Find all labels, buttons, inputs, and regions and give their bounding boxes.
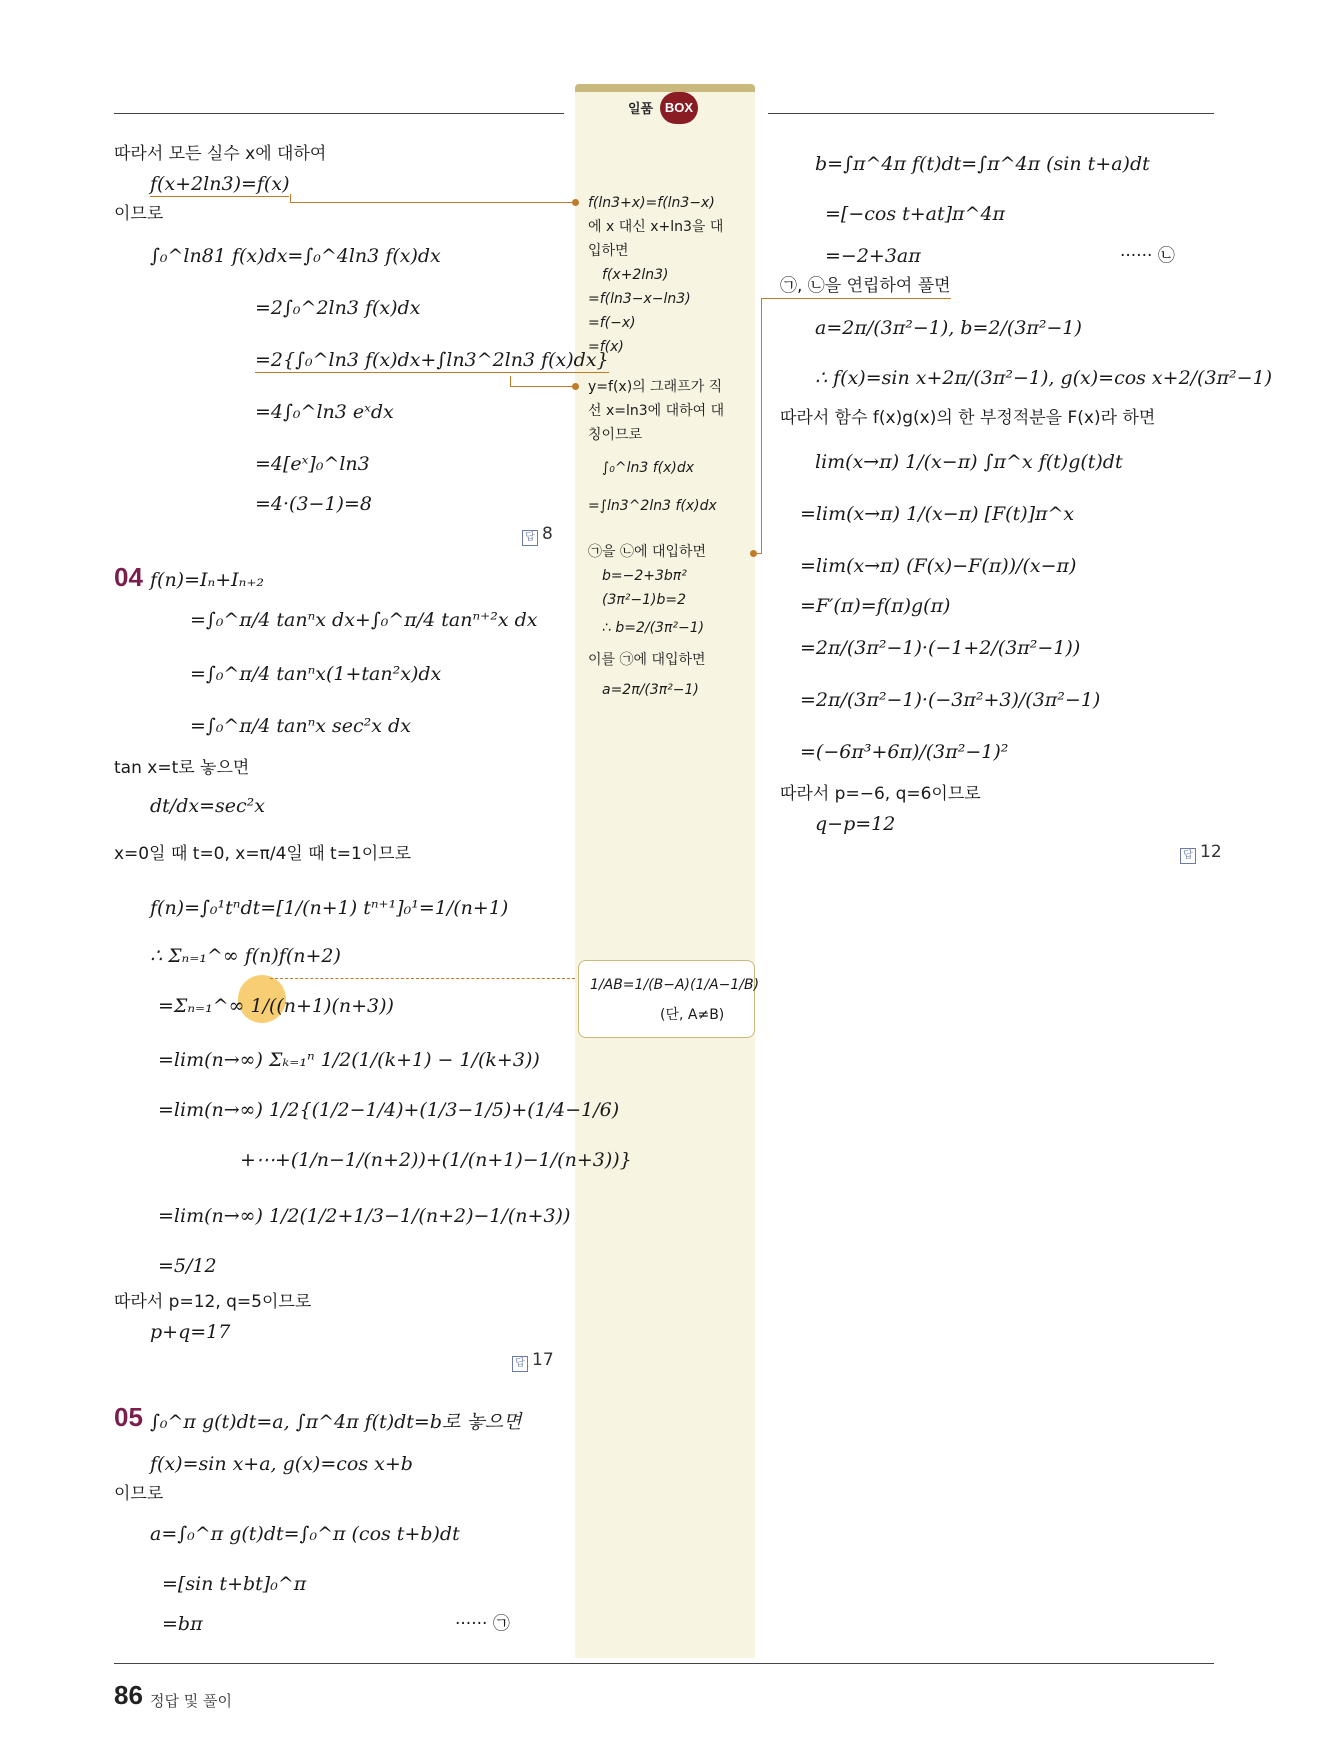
integral-line-5: =4[eˣ]₀^ln3 [255,453,370,475]
box-title: 일품 [628,102,654,117]
note2-line-1: y=f(x)의 그래프가 직 [588,379,723,395]
answer-12: 답 12 [1180,842,1222,864]
pq-text: 따라서 p=−6, q=6이므로 [780,784,981,804]
answer-17: 답 17 [512,1350,554,1372]
box-badge: BOX [660,92,698,124]
p04-line-4: =∫₀^π/4 tanⁿx sec²x dx [190,715,411,737]
problem-04-number: 04 [114,562,143,592]
limit-line-7: =(−6π³+6π)/(3π²−1)² [800,741,1009,763]
footer-label: 정답 및 풀이 [150,1692,232,1710]
integral-line-6: =4·(3−1)=8 [255,493,372,515]
answer-8: 답 8 [522,524,553,546]
limit-line-5: =2π/(3π²−1)·(−1+2/(3π²−1)) [800,637,1081,659]
connector-2-dot [572,383,579,390]
limit-line-6: =2π/(3π²−1)·(−3π²+3)/(3π²−1) [800,689,1101,711]
note1-line-7: =f(x) [588,339,624,355]
integral-line-2: =2∫₀^2ln3 f(x)dx [255,297,421,319]
side-note-column-cap [575,84,755,92]
p05-line-2: f(x)=sin x+a, g(x)=cos x+b [150,1453,413,1475]
connector-2 [510,386,575,387]
right-line-3: =−2+3aπ [825,245,921,267]
connector-1-dot [572,199,579,206]
qp-text: q−p=12 [815,813,896,835]
note3-line-3: (3π²−1)b=2 [602,592,687,608]
header-rule-right [768,113,1214,114]
p04-line-3: =∫₀^π/4 tanⁿx(1+tan²x)dx [190,663,442,685]
hint-box [578,960,755,1038]
sum-line-2: =Σₙ₌₁^∞ 1/((n+1)(n+3)) [158,995,394,1017]
answer-icon: 답 [522,530,538,546]
note3-line-2: b=−2+3bπ² [602,568,687,584]
p05-line-4: a=∫₀^π g(t)dt=∫₀^π (cos t+b)dt [150,1523,460,1545]
note3-line-1: ㉠을 ㉡에 대입하면 [588,544,707,560]
conclusion-1: 따라서 p=12, q=5이므로 [114,1292,312,1312]
ab-values: a=2π/(3π²−1), b=2/(3π²−1) [815,317,1082,339]
answer-icon: 답 [1180,848,1196,864]
right-line-2: =[−cos t+at]π^4π [825,203,1006,225]
note2-line-5: =∫ln3^2ln3 f(x)dx [588,498,717,514]
note2-line-3: 칭이므로 [588,427,643,443]
limit-line-4: =F′(π)=f(π)g(π) [800,595,951,617]
sub-text-1: tan x=t로 놓으면 [114,758,250,778]
conclusion-2: p+q=17 [150,1321,231,1343]
page-number: 86 [114,1680,143,1710]
limit-line-3: =lim(x→π) (F(x)−F(π))/(x−π) [800,555,1077,577]
p05-line-5: =[sin t+bt]₀^π [162,1573,307,1595]
sum-line-7: =5/12 [158,1255,217,1277]
solve-text: ㉠, ㉡을 연립하여 풀면 [780,274,951,299]
answer-icon: 답 [512,1356,528,1372]
connector-1 [290,202,575,203]
imeuro-text: 이므로 [114,204,164,224]
marker-1: ······ ㉠ [455,1614,510,1634]
connector-3-v [761,298,762,554]
dashed-connector [270,978,575,979]
hint-condition: (단, A≠B) [660,1007,725,1023]
sum-line-1: ∴ Σₙ₌₁^∞ f(n)f(n+2) [150,945,341,967]
sum-line-6: =lim(n→∞) 1/2(1/2+1/3−1/(n+2)−1/(n+3)) [158,1205,571,1227]
p04-line-1: f(n)=Iₙ+Iₙ₊₂ [150,569,264,591]
problem-05-number: 05 [114,1402,143,1432]
sub-text-3: x=0일 때 t=0, x=π/4일 때 t=1이므로 [114,844,412,864]
hint-formula: 1/AB=1/(B−A)(1/A−1/B) [590,977,760,993]
intro-text: 따라서 모든 실수 x에 대하여 [114,144,327,164]
integral-line-3: =2{∫₀^ln3 f(x)dx+∫ln3^2ln3 f(x)dx} [255,349,609,371]
right-line-1: b=∫π^4π f(t)dt=∫π^4π (sin t+a)dt [815,153,1150,175]
sum-line-5: +⋯+(1/n−1/(n+2))+(1/(n+1)−1/(n+3))} [240,1149,632,1171]
note3-line-6: a=2π/(3π²−1) [602,682,699,698]
note3-line-5: 이를 ㉠에 대입하면 [588,652,706,668]
integral-line-1: ∫₀^ln81 f(x)dx=∫₀^4ln3 f(x)dx [150,245,441,267]
p05-line-1: ∫₀^π g(t)dt=a, ∫π^4π f(t)dt=b로 놓으면 [150,1411,522,1433]
p05-line-3: 이므로 [114,1484,164,1504]
note1-line-1: f(ln3+x)=f(ln3−x) [588,195,715,211]
note1-line-2: 에 x 대신 x+ln3을 대 [588,219,724,235]
sub-text-2: dt/dx=sec²x [150,795,265,817]
connector-2-v [510,376,511,386]
note1-line-6: =f(−x) [588,315,636,331]
sum-line-4: =lim(n→∞) 1/2{(1/2−1/4)+(1/3−1/5)+(1/4−1/6) [158,1099,620,1121]
connector-1-v [290,194,291,202]
periodic-equation: f(x+2ln3)=f(x) [150,173,290,195]
limit-line-1: lim(x→π) 1/(x−π) ∫π^x f(t)g(t)dt [815,451,1123,473]
note1-line-4: f(x+2ln3) [602,267,669,283]
marker-2: ······ ㉡ [1120,246,1175,266]
note3-line-4: ∴ b=2/(3π²−1) [602,620,705,636]
note1-line-5: =f(ln3−x−ln3) [588,291,691,307]
header-rule-left [114,113,564,114]
sum-line-3: =lim(n→∞) Σₖ₌₁ⁿ 1/2(1/(k+1) − 1/(k+3)) [158,1049,540,1071]
limit-line-2: =lim(x→π) 1/(x−π) [F(t)]π^x [800,503,1075,525]
integral-line-4: =4∫₀^ln3 eˣdx [255,401,394,423]
sub-text-4: f(n)=∫₀¹tⁿdt=[1/(n+1) tⁿ⁺¹]₀¹=1/(n+1) [150,897,509,919]
antiderivative-text: 따라서 함수 f(x)g(x)의 한 부정적분을 F(x)라 하면 [780,408,1156,428]
footer-rule [114,1663,1214,1664]
note1-line-3: 입하면 [588,243,629,259]
fg-values: ∴ f(x)=sin x+2π/(3π²−1), g(x)=cos x+2/(3π²−1) [815,367,1273,389]
p04-line-2: =∫₀^π/4 tanⁿx dx+∫₀^π/4 tanⁿ⁺²x dx [190,609,538,631]
p05-line-6: =bπ [162,1613,203,1635]
note2-line-4: ∫₀^ln3 f(x)dx [602,460,695,476]
note2-line-2: 선 x=ln3에 대하여 대 [588,403,725,419]
